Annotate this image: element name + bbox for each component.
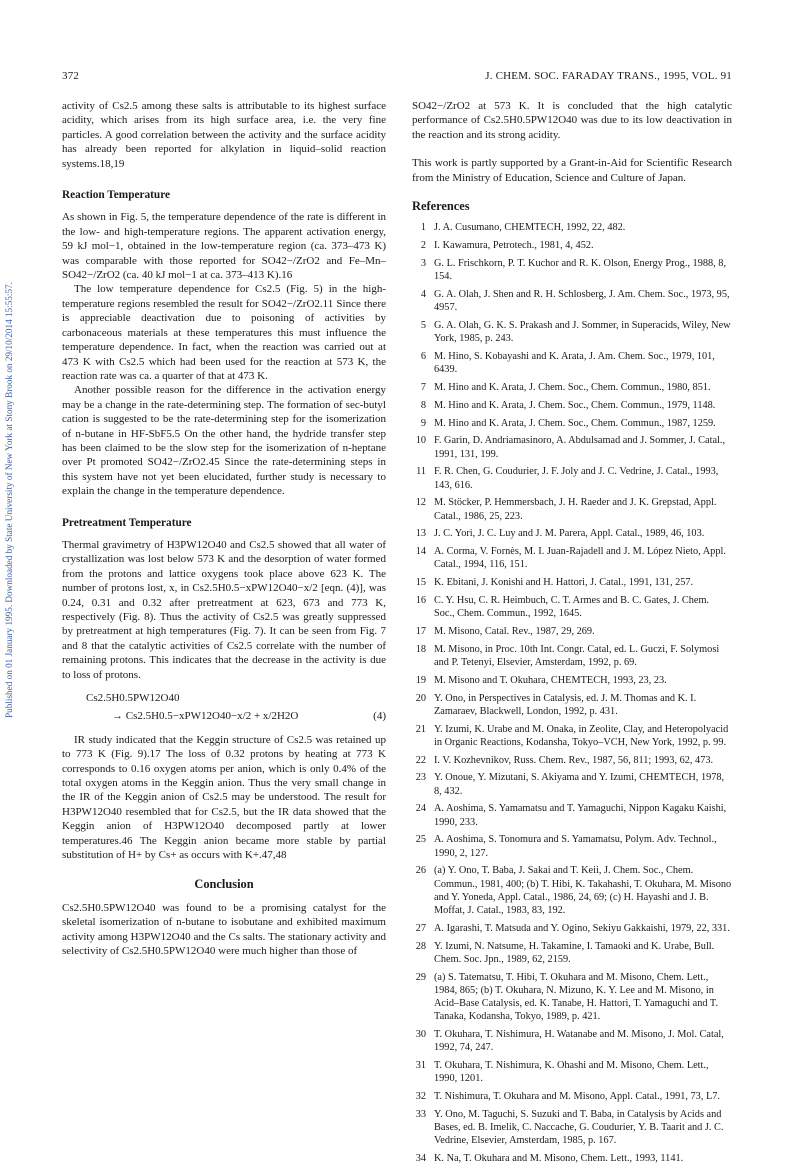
reference-text: F. R. Chen, G. Coudurier, J. F. Joly and J. C. Vedrine, J. Catal., 1993, 143, 616.: [434, 466, 719, 491]
reference-number: 24: [415, 803, 426, 815]
reference-number: 15: [415, 577, 426, 589]
equation-number: (4): [373, 710, 386, 723]
reference-number: 9: [420, 417, 426, 429]
paragraph: Cs2.5H0.5PW12O40 was found to be a promising catalyst for the skeletal isomerization of n-butane to isobutane and exhibited maximum activity among H3PW12O40 and the Cs salts. The stationary activity and selectivity of Cs2.5H0.5PW12O40 were much higher than those of: [62, 901, 386, 958]
paragraph: SO42−/ZrO2 at 573 K. It is concluded that the high catalytic performance of Cs2.5H0.5PW12O40 was due to its low deactivation in the reaction and its strong acidity.: [412, 100, 732, 141]
reference-number: 25: [415, 834, 426, 846]
reference-item: [412, 864, 732, 917]
reference-item: [412, 319, 732, 345]
reference-number: 30: [415, 1029, 426, 1041]
paragraph: IR study indicated that the Keggin structure of Cs2.5 was retained up to 773 K (Fig. 9).17 The loss of 0.32 protons by heating at 773 K corresponds to 0.16 oxygen atoms per anion, which is only 0.4% of the total oxygen atoms in the Keggin anion. Thus the very small change in the IR of the Keggin anion of Cs2.5 may be understood. The result for H3PW12O40 resembled that for Cs2.5, but the IR data showed that the Keggin anion of H3PW12O40 decomposed partly at lower temperatures.46 The Keggin anion became more stable by partial substitution of H+ by Cs+ as occurs with K+.47,48: [62, 733, 386, 862]
reference-item: [412, 940, 732, 966]
reference-number: 22: [415, 754, 426, 766]
reference-item: [412, 833, 732, 859]
reference-item: [412, 625, 732, 638]
reference-text: I. Kawamura, Petrotech., 1981, 4, 452.: [434, 240, 594, 252]
reference-number: 33: [415, 1108, 426, 1120]
reference-text: T. Nishimura, T. Okuhara and M. Misono, Appl. Catal., 1991, 73, L7.: [434, 1091, 720, 1103]
reference-item: [412, 465, 732, 491]
reference-text: Y. Izumi, K. Urabe and M. Onaka, in Zeolite, Clay, and Heteropolyacid in Organic Reactions, Kodansha, Tokyo–VCH, New York, 1992, p. 99.: [434, 723, 729, 748]
reference-text: T. Okuhara, T. Nishimura, H. Watanabe and M. Misono, J. Mol. Catal, 1992, 74, 247.: [434, 1029, 724, 1054]
reference-text: T. Okuhara, T. Nishimura, K. Ohashi and M. Misono, Chem. Lett., 1990, 1201.: [434, 1060, 709, 1085]
reference-item: [412, 754, 732, 767]
page-number: 372: [62, 70, 80, 82]
reference-number: 26: [415, 865, 426, 877]
reference-text: K. Na, T. Okuhara and M. Misono, Chem. Lett., 1993, 1141.: [434, 1153, 684, 1165]
acknowledgement: This work is partly supported by a Grant-in-Aid for Scientific Research from the Ministry of Education, Science and Culture of Japan.: [412, 157, 732, 184]
reference-text: A. Aoshima, S. Tonomura and S. Yamamatsu, Polym. Adv. Technol., 1990, 2, 127.: [434, 834, 717, 859]
reference-text: G. A. Olah, G. K. S. Prakash and J. Sommer, in Superacids, Wiley, New York, 1985, p. 243.: [434, 320, 731, 345]
reference-text: A. Corma, V. Fornès, M. I. Juan-Rajadell and J. M. López Nieto, Appl. Catal., 1994, 116, 151.: [434, 546, 726, 571]
reference-item: [412, 434, 732, 460]
reference-text: F. Garin, D. Andriamasinoro, A. Abdulsamad and J. Sommer, J. Catal., 1991, 131, 199.: [434, 435, 726, 460]
reference-text: M. Misono and T. Okuhara, CHEMTECH, 1993, 23, 23.: [434, 674, 667, 686]
reference-text: A. Igarashi, T. Matsuda and Y. Ogino, Sekiyu Gakkaishi, 1979, 22, 331.: [434, 922, 730, 934]
reference-item: [412, 802, 732, 828]
reference-number: 34: [415, 1153, 426, 1165]
paragraph: Another possible reason for the difference in the activation energy may be a change in the rate-determining step. The formation of sec-butyl cation is suggested to be the rate-determining step for the isomerization of n-butane in HF-SbF5.5 On the other hand, the hydride transfer step has been claimed to be the slow step for the isomerization of n-heptane over Pt promoted SO42−/ZrO2.45 Since the rate-determining steps in this system have not yet been elucidated, further study is necessary to explain the change in the temperature dependence.: [62, 384, 386, 498]
running-header: [62, 70, 732, 86]
reference-number: 1: [420, 222, 426, 234]
reference-item: [412, 527, 732, 540]
reference-item: [412, 417, 732, 430]
reference-number: 14: [415, 546, 426, 558]
reference-number: 6: [420, 351, 426, 363]
reference-number: 3: [420, 258, 426, 270]
reference-item: [412, 576, 732, 589]
reference-number: 16: [415, 595, 426, 607]
reference-number: 20: [415, 692, 426, 704]
references-heading: References: [412, 199, 470, 214]
equation-lhs: Cs2.5H0.5PW12O40: [86, 692, 180, 705]
reference-number: 23: [415, 772, 426, 784]
reference-item: [412, 971, 732, 1024]
reference-item: [412, 221, 732, 234]
reference-number: 19: [415, 674, 426, 686]
reference-item: [412, 381, 732, 394]
section-heading-pretreatment-temperature: Pretreatment Temperature: [62, 516, 192, 529]
reference-text: K. Ebitani, J. Konishi and H. Hattori, J. Catal., 1991, 131, 257.: [434, 577, 694, 589]
reference-text: G. A. Olah, J. Shen and R. H. Schlosberg, J. Am. Chem. Soc., 1973, 95, 4957.: [434, 289, 730, 314]
reference-text: M. Hino and K. Arata, J. Chem. Soc., Chem. Commun., 1979, 1148.: [434, 399, 716, 411]
reference-text: M. Misono, Catal. Rev., 1987, 29, 269.: [434, 626, 595, 638]
reference-number: 4: [420, 289, 426, 301]
reference-item: [412, 922, 732, 935]
reference-item: [412, 1059, 732, 1085]
reference-text: J. C. Yori, J. C. Luy and J. M. Parera, Appl. Catal., 1989, 46, 103.: [434, 528, 705, 540]
reference-item: [412, 594, 732, 620]
reference-item: [412, 643, 732, 669]
reference-number: 32: [415, 1091, 426, 1103]
reference-text: M. Hino, S. Kobayashi and K. Arata, J. Am. Chem. Soc., 1979, 101, 6439.: [434, 351, 715, 376]
reference-item: [412, 545, 732, 571]
reference-text: Y. Ono, M. Taguchi, S. Suzuki and T. Baba, in Catalysis by Acids and Bases, ed. B. Imelik, C. Naccache, G. Coudurier, Y. B. Taarit and J. C. Vedrine, Elsevier, Amsterdam, 1985, p. 167.: [434, 1108, 724, 1147]
reference-text: Y. Izumi, N. Natsume, H. Takamine, I. Tamaoki and K. Urabe, Bull. Chem. Soc. Jpn., 1989, 62, 2159.: [434, 940, 715, 965]
reference-text: I. V. Kozhevnikov, Russ. Chem. Rev., 1987, 56, 811; 1993, 62, 473.: [434, 754, 714, 766]
reference-text: M. Misono, in Proc. 10th Int. Congr. Catal, ed. L. Guczi, F. Solymosi and P. Tetenyi, Elsevier, Amsterdam, 1992, p. 69.: [434, 643, 720, 669]
reference-list: [412, 221, 732, 1165]
reference-item: [412, 1028, 732, 1054]
reference-text: Y. Onoue, Y. Mizutani, S. Akiyama and Y. Izumi, CHEMTECH, 1978, 8, 432.: [434, 772, 725, 797]
reference-item: [412, 399, 732, 412]
reference-item: [412, 674, 732, 687]
reference-number: 7: [420, 382, 426, 394]
reference-number: 2: [420, 240, 426, 252]
reference-text: J. A. Cusumano, CHEMTECH, 1992, 22, 482.: [434, 222, 626, 234]
reference-text: M. Stöcker, P. Hemmersbach, J. H. Raeder and J. K. Grepstad, Appl. Catal., 1986, 25, 223.: [434, 497, 717, 522]
intro-paragraph: activity of Cs2.5 among these salts is attributable to its highest surface acidity, which arises from its high surface area, i.e. the very fine particles. A good correlation between the activity and the surface acidity has already been reported for alkylation in liquid–solid reaction systems.18,19: [62, 100, 386, 170]
reference-item: [412, 692, 732, 718]
reference-item: [412, 723, 732, 749]
reference-number: 17: [415, 626, 426, 638]
reference-number: 21: [415, 723, 426, 735]
reference-item: [412, 1090, 732, 1103]
reference-number: 28: [415, 940, 426, 952]
reference-number: 27: [415, 922, 426, 934]
section-heading-conclusion: Conclusion: [194, 876, 254, 891]
reference-item: [412, 496, 732, 522]
reference-text: Y. Ono, in Perspectives in Catalysis, ed. J. M. Thomas and K. I. Zamaraev, Blackwell, London, 1992, p. 431.: [434, 692, 697, 717]
reference-item: [412, 239, 732, 252]
reference-text: C. Y. Hsu, C. R. Heimbuch, C. T. Armes and B. C. Gates, J. Chem. Soc., Chem. Commun., 1992, 1645.: [434, 595, 710, 620]
reference-text: (a) Y. Ono, T. Baba, J. Sakai and T. Keii, J. Chem. Soc., Chem. Commun., 1981, 400; (b) T. Hibi, K. Takahashi, T. Okuhara, M. Misono and Y. Yoneda, Appl. Catal., 1986, 24, 69; (c) H. Hayashi and J. B. Moffat, J. Catal., 1983, 83, 192.: [434, 865, 732, 917]
equation-rhs: [62, 709, 386, 723]
download-watermark: [2, 150, 16, 850]
section-heading-reaction-temperature: Reaction Temperature: [62, 189, 171, 202]
download-watermark-text: Published on 01 January 1995. Downloaded by State University of New York at Stony Brook on 29/10/2014 15:55:57.: [4, 282, 14, 718]
right-column: [412, 99, 732, 1170]
reference-text: A. Aoshima, S. Yamamatsu and T. Yamaguchi, Nippon Kagaku Kaishi, 1990, 233.: [434, 803, 727, 828]
reference-number: 31: [415, 1060, 426, 1072]
reference-text: M. Hino and K. Arata, J. Chem. Soc., Chem. Commun., 1987, 1259.: [434, 417, 716, 429]
reference-item: [412, 1152, 732, 1165]
reference-item: [412, 257, 732, 283]
reference-number: 11: [416, 466, 426, 478]
reference-number: 13: [415, 528, 426, 540]
reference-text: G. L. Frischkorn, P. T. Kuchor and R. K. Olson, Energy Prog., 1988, 8, 154.: [434, 258, 727, 283]
reference-number: 5: [420, 320, 426, 332]
reference-item: [412, 288, 732, 314]
reference-number: 29: [415, 971, 426, 983]
reference-number: 10: [415, 435, 426, 447]
reference-text: (a) S. Tatematsu, T. Hibi, T. Okuhara and M. Misono, Chem. Lett., 1984, 865; (b) T. Okuhara, N. Mizuno, K. Y. Lee and M. Misono, in Acid–Base Catalysis, ed. K. Tanabe, H. Hattori, T. Yamaguchi and T. Tanaka, Kodansha, Tokyo, 1989, p. 421.: [434, 971, 719, 1023]
reference-item: [412, 350, 732, 376]
paragraph: As shown in Fig. 5, the temperature dependence of the rate is different in the low- and high-temperature regions. The apparent activation energy, 59 kJ mol−1, obtained in the low-temperature region (ca. 373–473 K) was comparable with those reported for SO42−/ZrO2 and Fe–Mn–SO42−/ZrO2 (ca. 40 kJ mol−1 at ca. 373–413 K).16: [62, 211, 386, 282]
journal-citation: J. CHEM. SOC. FARADAY TRANS., 1995, VOL. 91: [485, 70, 732, 82]
paragraph: The low temperature dependence for Cs2.5 (Fig. 5) in the high-temperature regions resembled the result for SO42−/ZrO2.11 Since there is appreciable deactivation due to poisoning of activities by carbonaceous materials at these temperatures this must influence the temperature dependence. In fact, when the reaction was carried out at 473 K with Cs2.5 which had been used for the reaction at 573 K, the reaction rate was ca. a quarter of that at 473 K.: [62, 283, 386, 382]
reference-number: 18: [415, 643, 426, 655]
reference-item: [412, 771, 732, 797]
equation-rhs-text: → Cs2.5H0.5−xPW12O40−x/2 + x/2H2O: [112, 710, 299, 723]
paragraph: Thermal gravimetry of H3PW12O40 and Cs2.5 showed that all water of crystallization was lost below 573 K and the desorption of water formed from the protons and lattice oxygens took place above 623 K. The number of protons lost, x, in Cs2.5H0.5−xPW12O40−x/2 [eqn. (4)], was 0.24, 0.31 and 0.32 after pretreatment at 623, 673 and 773 K, respectively (Fig. 8). Thus the activity of Cs2.5 was greatly suppressed by pretreatment at high temperatures (Fig. 7). It can be seen from Fig. 7 and 8 that the catalytic activities of Cs2.5 correlate with the number of remaining protons. This indicates that the decrease in the activity is due to loss of protons.: [62, 538, 386, 681]
reference-number: 8: [420, 399, 426, 411]
reference-text: M. Hino and K. Arata, J. Chem. Soc., Chem. Commun., 1980, 851.: [434, 382, 711, 394]
reference-number: 12: [415, 497, 426, 509]
left-column: [62, 99, 386, 959]
